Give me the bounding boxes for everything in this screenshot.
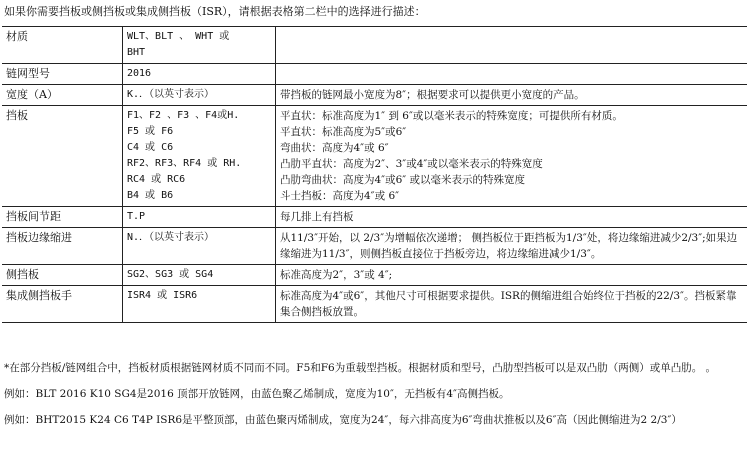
description-line: 凸肋平直状：高度为2″、3″或4″或以毫米表示的特殊宽度 bbox=[280, 158, 543, 170]
intro-text: 如果你需要挡板或侧挡板或集成侧挡板（ISR），请根据表格第二栏中的选择进行描述： bbox=[4, 5, 426, 18]
description-line: 弯曲状：高度为4″或 6″ bbox=[280, 142, 389, 154]
option-line: N.．（以英寸表示） bbox=[127, 232, 215, 243]
description-line: 平直状：标准高度为1″ 到 6″或以毫米表示的特殊宽度；可提供所有材质。 bbox=[280, 110, 623, 122]
option-line: K.．（以英寸表示） bbox=[127, 89, 215, 100]
row-options bbox=[123, 27, 276, 64]
row-label: 挡板 bbox=[2, 106, 123, 207]
table-row bbox=[2, 106, 747, 207]
row-description bbox=[276, 106, 748, 207]
option-line: SG2、SG3 或 SG4 bbox=[127, 269, 214, 280]
row-options bbox=[123, 106, 276, 207]
description-text: 从11/3″开始，以 2/3″为增幅依次递增； 侧挡板位于距挡板为1/3″处，将边缘缩进减少2/3″;如果边缘缩进为11/3″，则侧挡板直接位于挡板旁边，将边缘缩进减少1/3″。 bbox=[280, 232, 738, 260]
description-line: 平直状：标准高度为5″或6″ bbox=[280, 126, 407, 138]
row-label: 挡板间节距 bbox=[2, 207, 123, 228]
row-label: 链网型号 bbox=[2, 64, 123, 85]
table-row bbox=[2, 27, 747, 64]
row-label: 材质 bbox=[2, 27, 123, 64]
description-line: 每几排上有挡板 bbox=[280, 211, 354, 223]
description-line: 凸肋弯曲状：高度为4″或6″ 或以毫米表示的特殊宽度 bbox=[280, 174, 526, 186]
option-line: RF2、RF3、RF4 或 RH. bbox=[127, 158, 242, 169]
row-options bbox=[123, 286, 276, 323]
row-description bbox=[276, 265, 748, 286]
row-description bbox=[276, 85, 748, 106]
row-options bbox=[123, 265, 276, 286]
option-line: WLT、BLT 、 WHT 或 bbox=[127, 31, 230, 42]
option-line: C4 或 C6 bbox=[127, 142, 174, 153]
option-line: F5 或 F6 bbox=[127, 126, 174, 137]
row-description bbox=[276, 207, 748, 228]
table-row bbox=[2, 265, 747, 286]
option-line: ISR4 或 ISR6 bbox=[127, 290, 198, 301]
row-description bbox=[276, 64, 748, 85]
description-line: 带挡板的链网最小宽度为8″；根据要求可以提供更小宽度的产品。 bbox=[280, 89, 585, 101]
description-line: 标准高度为2″，3″或 4″; bbox=[280, 269, 393, 281]
option-line: B4 或 B6 bbox=[127, 190, 174, 201]
row-description bbox=[276, 228, 748, 265]
table-row bbox=[2, 207, 747, 228]
spec-table bbox=[2, 26, 747, 323]
row-options bbox=[123, 228, 276, 265]
footnote: *在部分挡板/链网组合中，挡板材质根据链网材质不同而不同。F5和F6为重载型挡板。根据材质和型号，凸肋型挡板可以是双凸肋（两侧）或单凸肋。 。 bbox=[4, 362, 717, 374]
option-line: F1、F2 、F3 、F4或H. bbox=[127, 110, 240, 121]
option-line: RC4 或 RC6 bbox=[127, 174, 186, 185]
option-line: T.P bbox=[127, 211, 146, 222]
description-text: 标准高度为4″或6″，其他尺寸可根据要求提供。ISR的侧缩进组合始终位于挡板的22/3″。挡板紧靠集合侧挡板放置。 bbox=[280, 290, 737, 318]
row-label: 挡板边缘缩进 bbox=[2, 228, 123, 265]
notes-section bbox=[4, 360, 746, 438]
row-label: 宽度（A） bbox=[2, 85, 123, 106]
table-row bbox=[2, 64, 747, 85]
row-description bbox=[276, 286, 748, 323]
row-label: 集成侧挡板手 bbox=[2, 286, 123, 323]
table-row bbox=[2, 286, 747, 323]
row-description bbox=[276, 27, 748, 64]
example-1: 例如：BLT 2016 K10 SG4是2016 顶部开放链网，由蓝色聚乙烯制成，宽度为10″，无挡板有4″高侧挡板。 bbox=[4, 388, 510, 400]
row-options bbox=[123, 85, 276, 106]
example-2: 例如：BHT2015 K24 C6 T4P ISR6是平整顶部，由蓝色聚丙烯制成，宽度为24″，每六排高度为6″弯曲状推板以及6″高（因此侧缩进为2 2/3″） bbox=[4, 414, 682, 426]
table-row bbox=[2, 228, 747, 265]
row-options bbox=[123, 207, 276, 228]
row-options bbox=[123, 64, 276, 85]
option-line: 2016 bbox=[127, 68, 152, 79]
table-row bbox=[2, 85, 747, 106]
option-line: BHT bbox=[127, 47, 146, 58]
row-label: 侧挡板 bbox=[2, 265, 123, 286]
description-line: 斗士挡板：高度为4″或 6″ bbox=[280, 190, 400, 202]
